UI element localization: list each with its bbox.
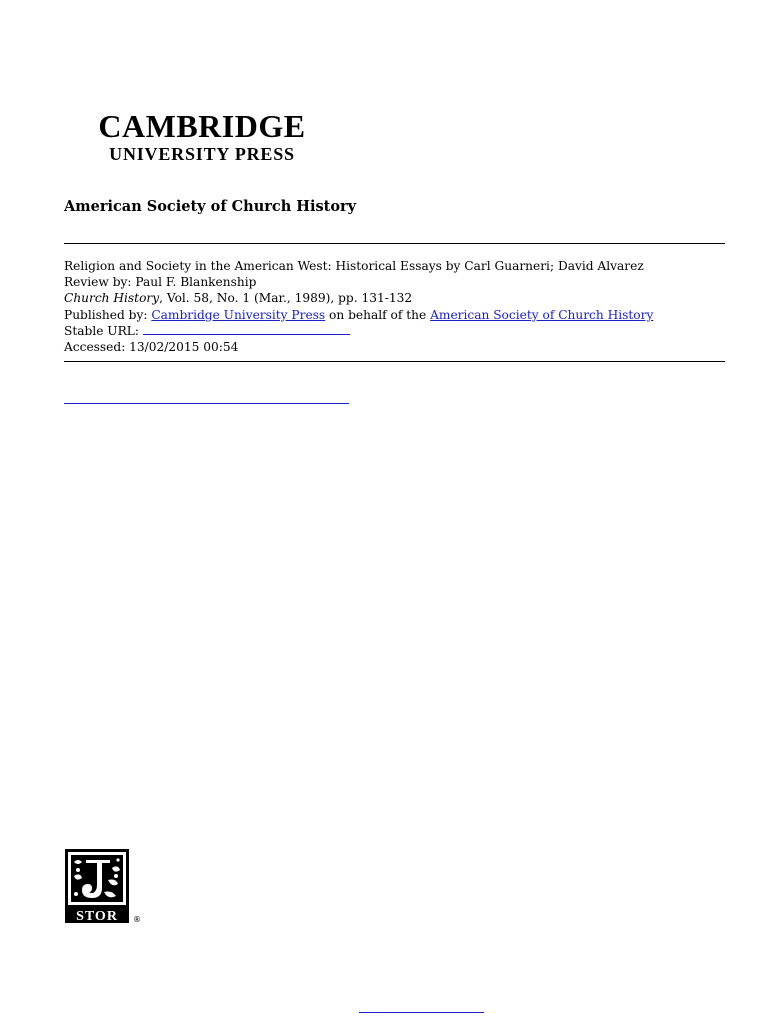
jstor-logo-text: STOR	[76, 909, 118, 924]
jstor-logo-graphic	[64, 848, 144, 924]
registered-mark: ®	[133, 915, 141, 924]
footer-blank-link[interactable]	[359, 1012, 484, 1013]
on-behalf-text: on behalf of the	[325, 307, 431, 322]
citation-block	[64, 258, 734, 355]
top-divider	[64, 243, 725, 244]
article-title: Religion and Society in the American West: Historical Essays by Carl Guarneri; David Alvarez	[64, 259, 644, 273]
published-by-label: Published by:	[64, 307, 152, 322]
journal-reference	[64, 290, 734, 306]
jstor-logo	[64, 848, 144, 924]
stable-url-link[interactable]	[143, 324, 350, 335]
society-title: American Society of Church History	[64, 198, 357, 215]
journal-name: Church History	[64, 291, 160, 306]
stable-url-line	[64, 323, 734, 339]
review-author: Review by: Paul F. Blankenship	[64, 275, 257, 290]
cambridge-university-press-logo	[82, 110, 322, 163]
journal-details: , Vol. 58, No. 1 (Mar., 1989), pp. 131-132	[159, 291, 413, 306]
publisher-link[interactable]: Cambridge University Press	[151, 307, 326, 322]
logo-cambridge-text: CAMBRIDGE	[98, 108, 306, 144]
accessed-date: Accessed: 13/02/2015 00:54	[64, 340, 239, 355]
published-by-line	[64, 307, 734, 323]
bottom-divider	[64, 361, 725, 362]
society-link[interactable]: American Society of Church History	[430, 307, 654, 322]
blank-link[interactable]	[64, 403, 349, 404]
logo-university-press-text: UNIVERSITY PRESS	[109, 144, 295, 164]
stable-url-label: Stable URL:	[64, 323, 139, 338]
